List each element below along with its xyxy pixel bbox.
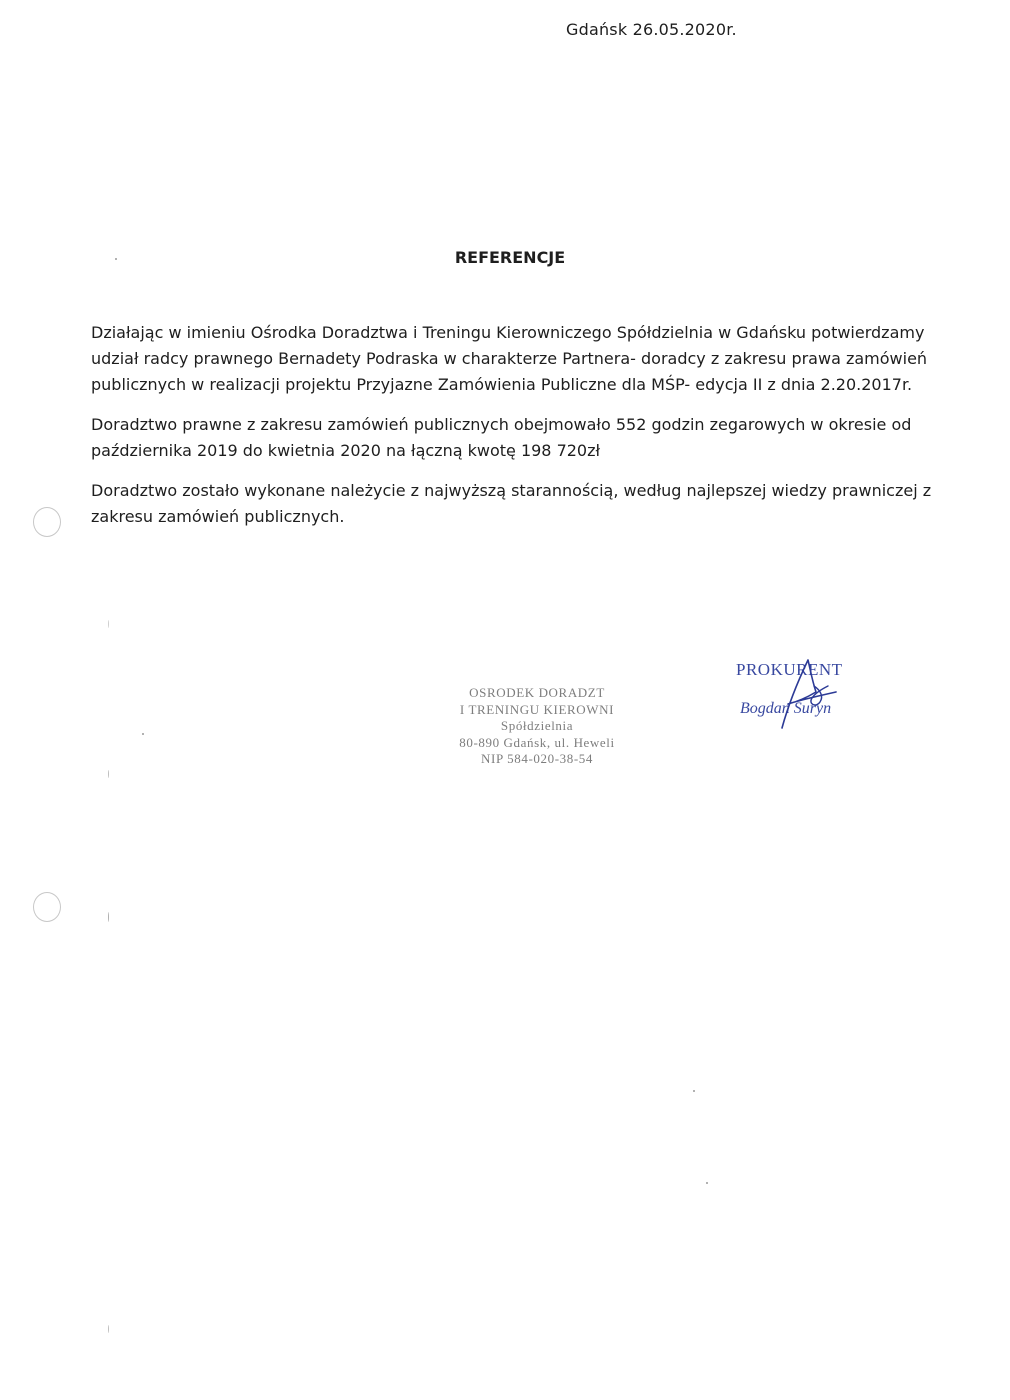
punch-hole-top	[33, 507, 61, 537]
company-stamp-line-4: 80-890 Gdańsk, ul. Heweli	[459, 734, 615, 750]
document-body	[91, 320, 932, 544]
document-date: Gdańsk 26.05.2020r.	[566, 20, 737, 39]
handwritten-signature	[728, 656, 868, 736]
scan-speck	[108, 620, 109, 628]
signature-stamp	[728, 656, 868, 736]
punch-hole-bottom	[33, 892, 61, 922]
paragraph-2	[91, 412, 912, 464]
paragraph-1	[91, 320, 928, 398]
paragraph-1-line-3: publicznych w realizacji projektu Przyjazne Zamówienia Publiczne dla MŚP- edycja II z dnia 2.20.2017r.	[91, 375, 913, 394]
paragraph-3-line-1: Doradztwo zostało wykonane należycie z najwyższą starannością, według najlepszej wiedzy prawniczej z	[91, 481, 932, 500]
paragraph-1-line-2: udział radcy prawnego Bernadety Podraska w charakterze Partnera- doradcy z zakresu prawa zamówień	[91, 349, 928, 368]
company-stamp-line-1: OSRODEK DORADZT	[469, 685, 605, 700]
signature-stamp-name: Bogdan Suryn	[740, 700, 832, 717]
paragraph-3-line-2: zakresu zamówień publicznych.	[91, 507, 345, 526]
paragraph-3	[91, 478, 932, 530]
document-title: REFERENCJE	[454, 248, 566, 267]
scan-speck	[108, 770, 109, 778]
signature-stamp-title: PROKURENT	[736, 660, 843, 679]
scan-speck	[706, 1182, 708, 1184]
company-stamp-line-2: I TRENINGU KIEROWNI	[459, 701, 615, 717]
company-stamp-line-5: NIP 584-020-38-54	[481, 751, 593, 766]
company-stamp-line-3: Spółdzielnia	[500, 718, 574, 733]
paragraph-1-line-1: Działając w imieniu Ośrodka Doradztwa i Treningu Kierowniczego Spółdzielnia w Gdańsku potwierdzamy	[91, 323, 925, 342]
paragraph-2-line-1: Doradztwo prawne z zakresu zamówień publicznych obejmowało 552 godzin zegarowych w okresie od	[91, 415, 912, 434]
scan-speck	[108, 1325, 109, 1333]
scan-speck	[142, 733, 144, 735]
scan-speck	[115, 258, 117, 260]
scan-speck	[108, 912, 109, 922]
scan-speck	[693, 1090, 695, 1092]
company-stamp	[432, 685, 642, 768]
paragraph-2-line-2: października 2019 do kwietnia 2020 na łączną kwotę 198 720zł	[91, 441, 601, 460]
